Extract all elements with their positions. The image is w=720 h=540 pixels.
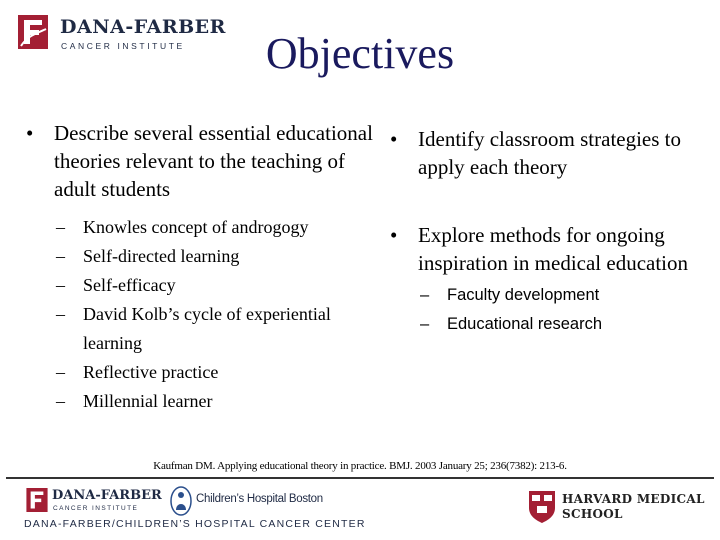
dash-icon: – [420,286,430,304]
harvard-line-1: HARVARD MEDICAL [562,492,705,506]
list-item-text: Self-efficacy [83,275,176,295]
childrens-hospital-logo-icon [170,486,192,516]
list-item [56,213,376,242]
list-item [56,242,376,271]
bullet-text: Identify classroom strategies to apply each theory [418,127,682,179]
dash-icon: – [56,304,65,324]
left-column [26,119,376,416]
list-item-text: Knowles concept of androgogy [83,217,309,237]
methods-list [390,281,715,339]
dana-farber-logo-icon [26,488,48,512]
list-item [56,387,376,416]
dash-icon: – [56,391,65,411]
logo-name: DANA-FARBER [60,16,226,38]
dash-icon: – [56,217,65,237]
bullet-text: Describe several essential educational theories relevant to the teaching of adult students [54,121,373,201]
footer-dfci-subtitle: CANCER INSTITUTE [53,505,139,512]
bullet-icon: • [390,127,398,151]
list-item-text: Self-directed learning [83,246,240,266]
bullet-explore [390,221,715,277]
right-column [390,125,715,339]
harvard-line-2: SCHOOL [562,507,623,521]
footer-harvard-name [562,492,705,522]
list-item-text: Reflective practice [83,362,219,382]
bullet-identify [390,125,715,181]
footer-dfci-name: DANA-FARBER [52,488,162,503]
bullet-icon: • [26,121,34,145]
theory-list [26,213,376,416]
dash-icon: – [420,315,430,333]
page-title: Objectives [265,29,455,78]
harvard-shield-icon [528,490,556,524]
footer-cancer-center: DANA-FARBER/CHILDREN’S HOSPITAL CANCER CENTER [24,518,366,530]
list-item [420,310,715,339]
list-item [56,358,376,387]
bullet-describe [26,119,376,203]
list-item-text: Faculty development [447,286,600,304]
dash-icon: – [56,246,65,266]
list-item-text: Millennial learner [83,391,213,411]
list-item [56,271,376,300]
list-item-text: David Kolb’s cycle of experiential learning [83,304,331,353]
list-item-text: Educational research [447,315,603,333]
footer-chb-name: Children’s Hospital Boston [196,493,323,505]
citation: Kaufman DM. Applying educational theory in practice. BMJ. 2003 January 25; 236(7382): 213-6. [153,460,567,472]
footer-divider [6,477,714,479]
dash-icon: – [56,275,65,295]
list-item [420,281,715,310]
list-item [56,300,376,358]
bullet-icon: • [390,223,398,247]
dash-icon: – [56,362,65,382]
bullet-text: Explore methods for ongoing inspiration in medical education [418,223,689,275]
logo-subtitle: CANCER INSTITUTE [61,41,185,51]
